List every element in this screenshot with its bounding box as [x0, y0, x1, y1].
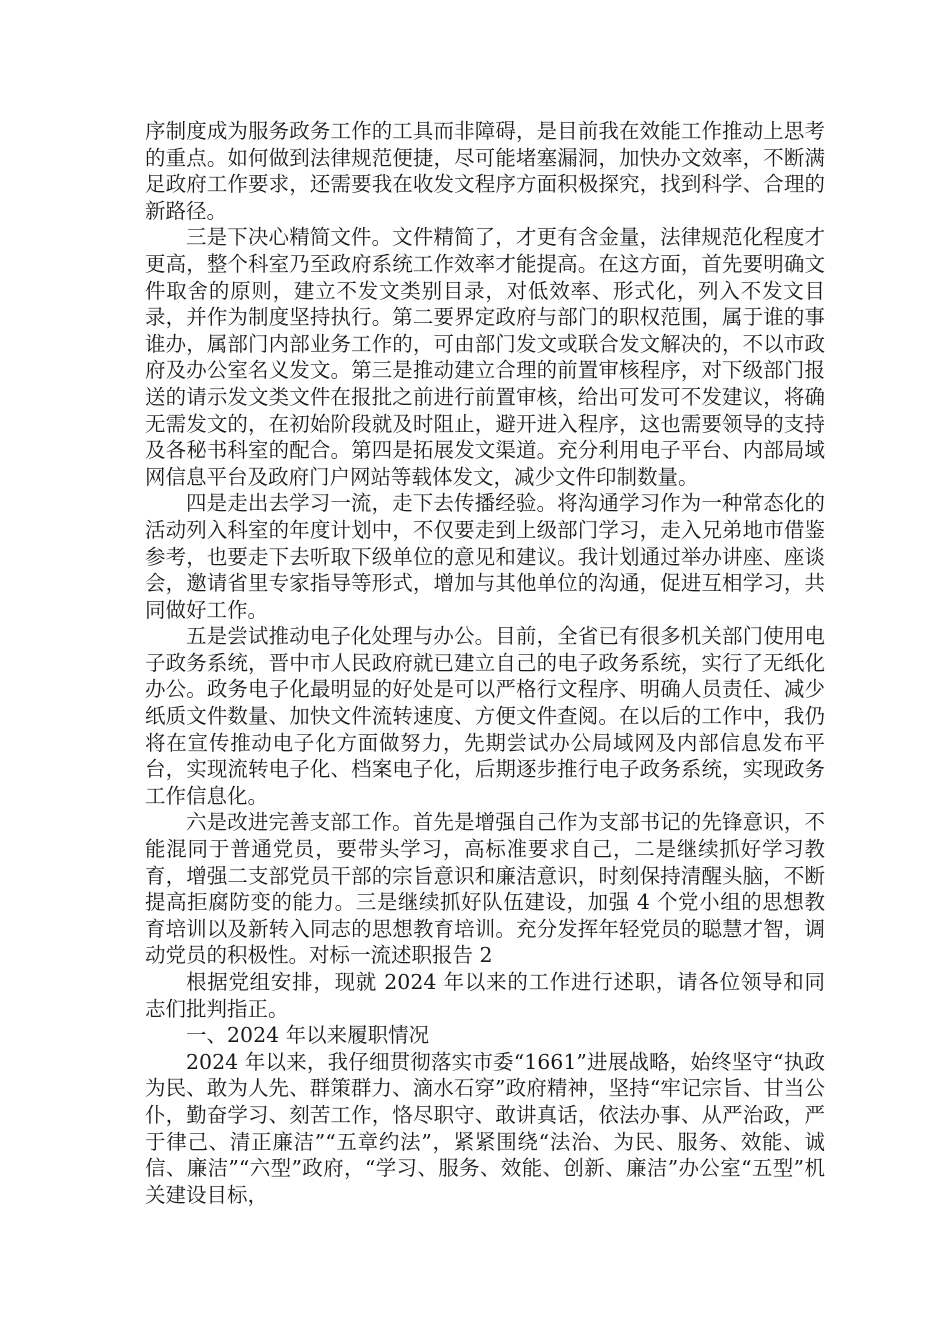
section-heading: 一、2024 年以来履职情况 — [186, 1023, 430, 1048]
paragraph-6: 根据党组安排，现就 2024 年以来的工作进行述职，请各位领导和同志们批判指正。 — [145, 970, 825, 1021]
paragraph-5: 六是改进完善支部工作。首先是增强自己作为支部书记的先锋意识，不能混同于普通党员，要带头学习，高标准要求自己，二是继续抓好学习教育，增强二支部党员干部的宗旨意识和廉洁意识，时刻保持清醒头脑，不断提高拒腐防变的能力。三是继续抓好队伍建设，加强 4 个党小组的思想教育培训以及新转入同志的思想教育培训。充分发挥年轻党员的聪慧才智，调动党员的积极性。对标一流述职报告 2 — [145, 810, 825, 968]
paragraph-2: 三是下决心精简文件。文件精简了，才更有含金量，法律规范化程度才更高，整个科室乃至政府系统工作效率才能提高。在这方面，首先要明确文件取舍的原则，建立不发文类别目录，对低效率、形式化，列入不发文目录，并作为制度坚持执行。第二要界定政府与部门的职权范围，属于谁的事谁办，属部门内部业务工作的，可由部门发文或联合发文解决的，不以市政府及办公室名义发文。第三是推动建立合理的前置审核程序，对下级部门报送的请示发文类文件在报批之前进行前置审核，给出可发可不发建议，将确无需发文的，在初始阶段就及时阻止，避开进入程序，这也需要领导的支持及各秘书科室的配合。第四是拓展发文渠道。充分利用电子平台、内部局域网信息平台及政府门户网站等载体发文，减少文件印制数量。 — [145, 225, 825, 489]
paragraph-8: 2024 年以来，我仔细贯彻落实市委“1661”进展战略，始终坚守“执政为民、敢为人先、群策群力、滴水石穿”政府精神，坚持“牢记宗旨、甘当公仆，勤奋学习、刻苦工作，恪尽职守、敢讲真话，依法办事、从严治政，严于律己、清正廉洁”“五章约法”，紧紧围绕“法治、为民、服务、效能、诚信、廉洁”“六型”政府，“学习、服务、效能、创新、廉洁”办公室“五型”机关建设目标， — [145, 1049, 825, 1207]
paragraph-1: 序制度成为服务政务工作的工具而非障碍，是目前我在效能工作推动上思考的重点。如何做到法律规范便捷，尽可能堵塞漏洞，加快办文效率，不断满足政府工作要求，还需要我在收发文程序方面积极探究，找到科学、合理的新路径。 — [145, 119, 825, 223]
paragraph-4: 五是尝试推动电子化处理与办公。目前，全省已有很多机关部门使用电子政务系统，晋中市人民政府就已建立自己的电子政务系统，实行了无纸化办公。政务电子化最明显的好处是可以严格行文程序、明确人员责任、减少纸质文件数量、加快文件流转速度、方便文件查阅。在以后的工作中，我仍将在宣传推动电子化方面做努力，先期尝试办公局域网及内部信息发布平台，实现流转电子化、档案电子化，后期逐步推行电子政务系统，实现政务工作信息化。 — [145, 624, 825, 808]
paragraph-3: 四是走出去学习一流，走下去传播经验。将沟通学习作为一种常态化的活动列入科室的年度计划中，不仅要走到上级部门学习，走入兄弟地市借鉴参考，也要走下去听取下级单位的意见和建议。我计划通过举办讲座、座谈会，邀请省里专家指导等形式，增加与其他单位的沟通，促进互相学习，共同做好工作。 — [145, 491, 825, 622]
document-body — [145, 118, 825, 1208]
